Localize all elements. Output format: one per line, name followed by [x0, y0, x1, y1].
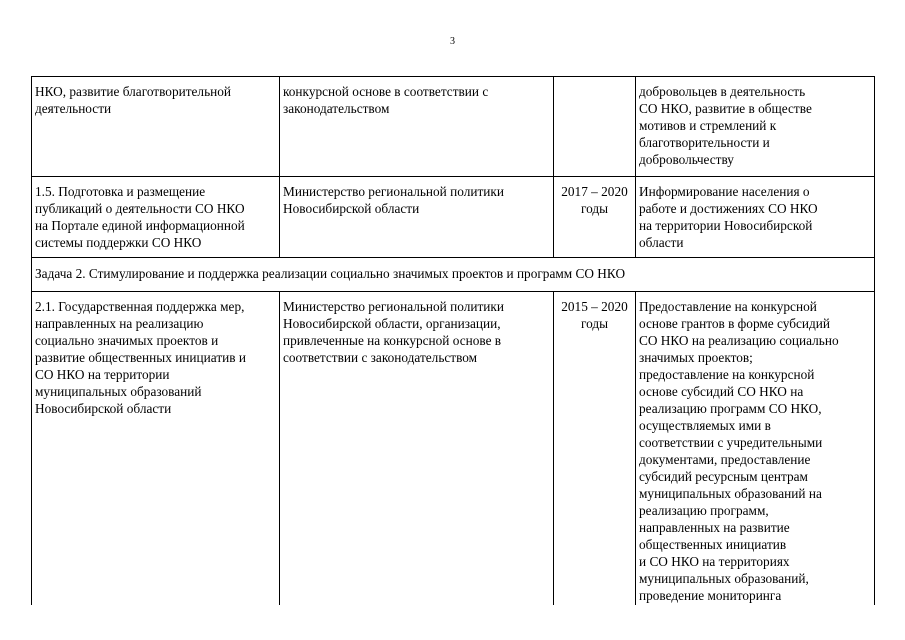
executor-cell [280, 177, 554, 258]
cell-text-line: социально значимых проектов и [35, 333, 219, 348]
cell-text-line: 2.1. Государственная поддержка мер, [35, 299, 245, 314]
cell-text-line: реализацию программ СО НКО, [639, 401, 822, 416]
cell-text-line: мотивов и стремлений к [639, 118, 777, 133]
cell-text-line: Министерство региональной политики [283, 299, 504, 314]
cell-text-line: законодательством [283, 101, 390, 116]
cell-text-line: Предоставление на конкурсной [639, 299, 817, 314]
cell-text-line: конкурсной основе в соответствии с [283, 84, 489, 99]
task-row [32, 258, 875, 292]
cell-text-line: годы [580, 201, 609, 216]
cell-text-line: общественных инициатив [639, 537, 787, 552]
table-row [32, 77, 875, 177]
cell-text-line: добровольцев в деятельность [639, 84, 806, 99]
cell-text-line: работе и достижениях СО НКО [639, 201, 818, 216]
cell-text-line: деятельности [35, 101, 112, 116]
cell-text-line: Министерство региональной политики [283, 184, 504, 199]
cell-text-line: на территории Новосибирской [639, 218, 813, 233]
cell-text-line: основе субсидий СО НКО на [639, 384, 804, 399]
cell-text-line: 1.5. Подготовка и размещение [35, 184, 206, 199]
cell-text-line: 2015 – 2020 [561, 299, 628, 314]
cell-text-line: Новосибирской области, организации, [283, 316, 501, 331]
cell-text-line: на Портале единой информационной [35, 218, 245, 233]
page-number: 3 [450, 36, 455, 47]
activities-table [31, 76, 875, 605]
cell-text-line: Информирование населения о [639, 184, 810, 199]
cell-text-line: НКО, развитие благотворительной [35, 84, 232, 99]
cell-text-line: Новосибирской области [283, 201, 420, 216]
cell-text-line: направленных на развитие [639, 520, 790, 535]
cell-text-line: муниципальных образований на [639, 486, 822, 501]
cell-text-line: и СО НКО на территориях [639, 554, 790, 569]
table-row [32, 292, 875, 606]
cell-text-line: области [639, 235, 684, 250]
cell-text-line: Новосибирской области [35, 401, 172, 416]
measure-cell [32, 177, 280, 258]
cell-text-line: СО НКО на реализацию социально [639, 333, 839, 348]
cell-text-line: реализацию программ, [639, 503, 769, 518]
measure-cell [32, 292, 280, 606]
cell-text-line: развитие общественных инициатив и [35, 350, 246, 365]
cell-text-line: системы поддержки СО НКО [35, 235, 202, 250]
period-cell [554, 77, 636, 177]
cell-text-line: муниципальных образований, [639, 571, 809, 586]
cell-text-line: проведение мониторинга [639, 588, 782, 603]
executor-cell [280, 292, 554, 606]
cell-text-line: добровольчеству [639, 152, 734, 167]
cell-text-line: СО НКО на территории [35, 367, 170, 382]
period-cell [554, 292, 636, 606]
cell-text-line: публикаций о деятельности СО НКО [35, 201, 245, 216]
cell-text-line: привлеченные на конкурсной основе в [283, 333, 502, 348]
period-cell [554, 177, 636, 258]
cell-text-line: направленных на реализацию [35, 316, 204, 331]
measure-cell [32, 77, 280, 177]
result-cell [636, 177, 875, 258]
table-row [32, 177, 875, 258]
cell-text-line: соответствии с законодательством [283, 350, 478, 365]
cell-text-line: СО НКО, развитие в обществе [639, 101, 812, 116]
cell-text-line: муниципальных образований [35, 384, 202, 399]
cell-text-line: соответствии с учредительными [639, 435, 823, 450]
cell-text-line: благотворительности и [639, 135, 770, 150]
cell-text-line: документами, предоставление [639, 452, 811, 467]
cell-text-line: осуществляемых ими в [639, 418, 771, 433]
cell-text-line: 2017 – 2020 [561, 184, 628, 199]
cell-text-line: годы [580, 316, 609, 331]
result-cell [636, 292, 875, 606]
cell-text-line: основе грантов в форме субсидий [639, 316, 831, 331]
result-cell [636, 77, 875, 177]
cell-text-line: значимых проектов; [639, 350, 753, 365]
task-heading: Задача 2. Стимулирование и поддержка реализации социально значимых проектов и программ СО НКО [32, 258, 875, 292]
executor-cell [280, 77, 554, 177]
cell-text-line: субсидий ресурсным центрам [639, 469, 808, 484]
cell-text-line: предоставление на конкурсной [639, 367, 815, 382]
